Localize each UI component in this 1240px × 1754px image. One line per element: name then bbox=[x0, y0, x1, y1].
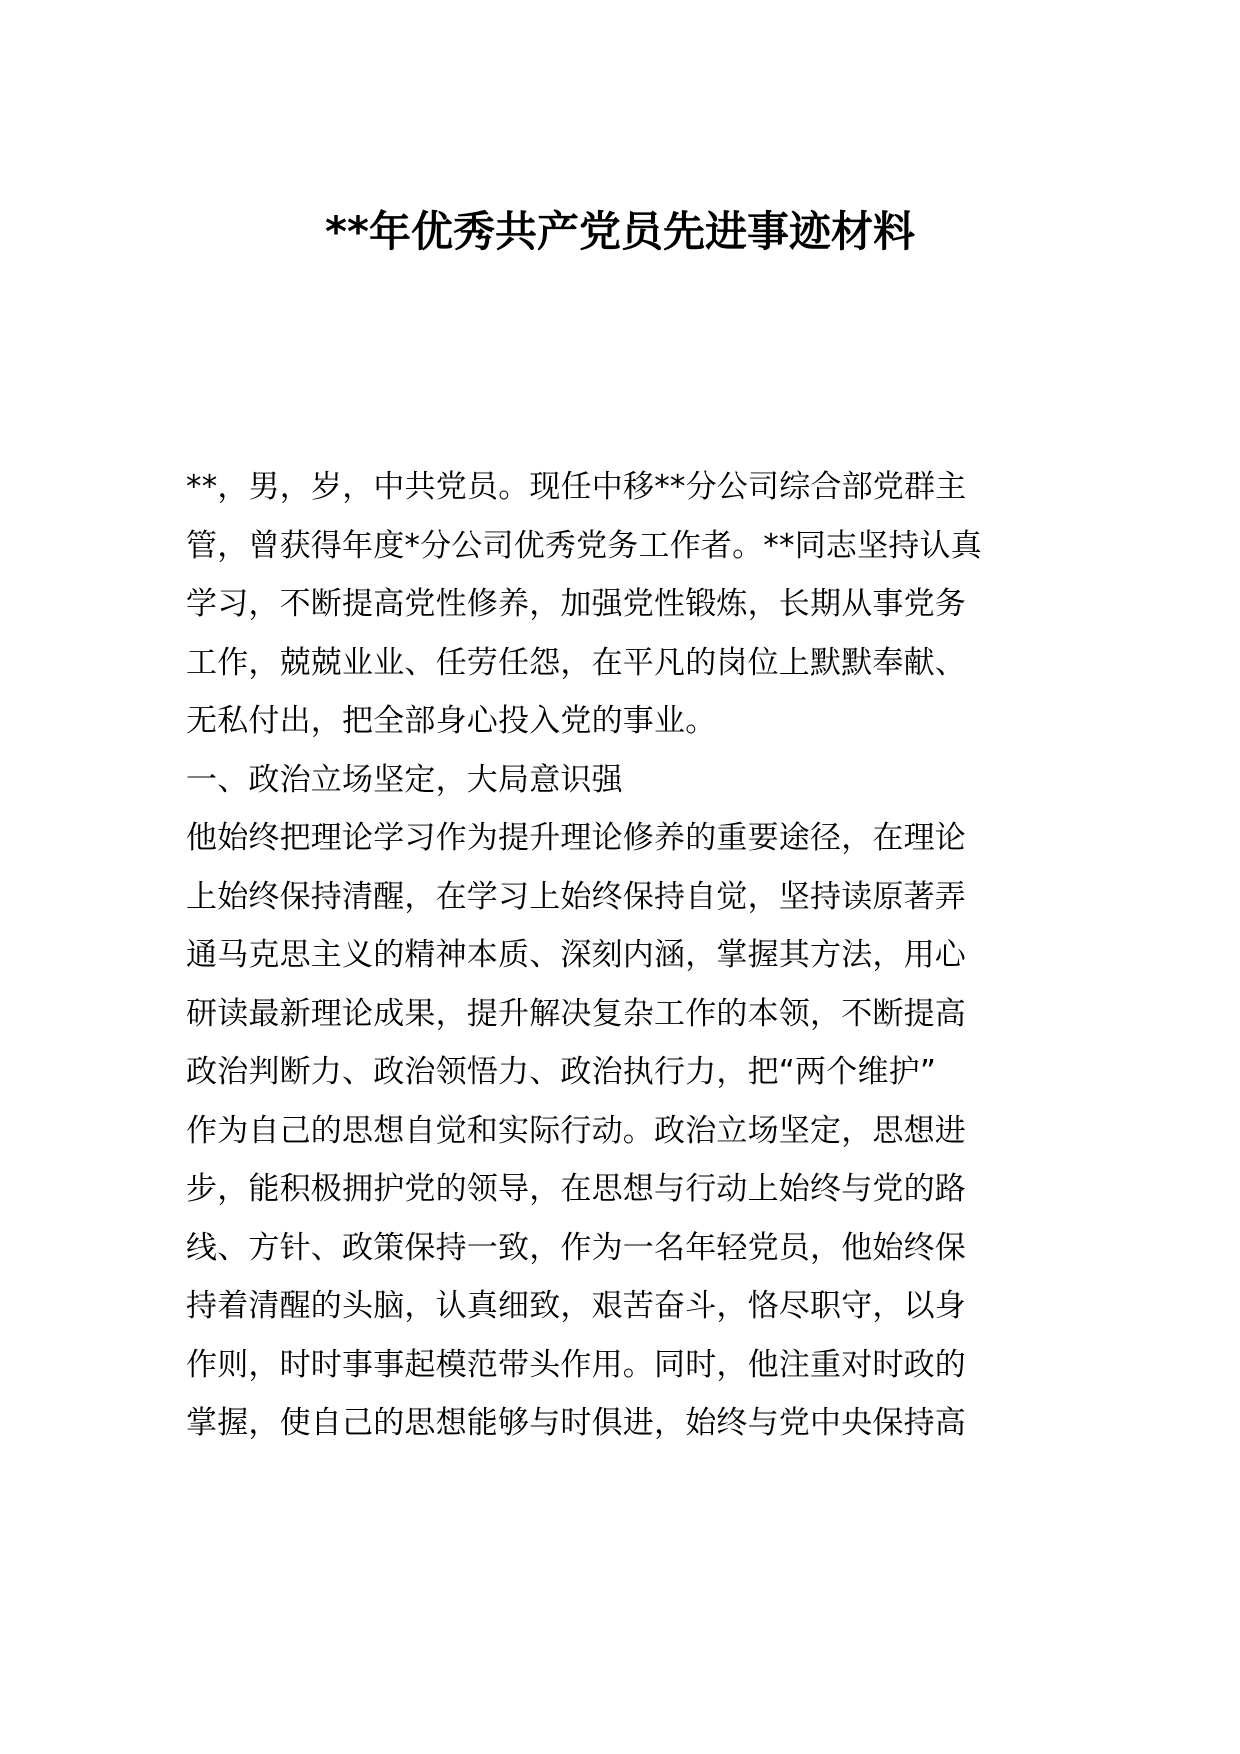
section-body-line: 作为自己的思想自觉和实际行动。政治立场坚定，思想进 bbox=[186, 1112, 966, 1149]
section-body-line: 步，能积极拥护党的领导，在思想与行动上始终与党的路 bbox=[186, 1171, 966, 1207]
section-body-line: 他始终把理论学习作为提升理论修养的重要途径，在理论 bbox=[186, 820, 966, 856]
section-body-line: 上始终保持清醒，在学习上始终保持自觉，坚持读原著弄 bbox=[186, 878, 966, 915]
section-body-line: 线、方针、政策保持一致，作为一名年轻党员，他始终保 bbox=[186, 1229, 966, 1266]
section-body-line: 作则，时时事事起模范带头作用。同时，他注重对时政的 bbox=[186, 1346, 966, 1383]
intro-line: 工作，兢兢业业、任劳任怨，在平凡的岗位上默默奉献、 bbox=[186, 644, 966, 681]
intro-line: 学习，不断提高党性修养，加强党性锻炼，长期从事党务 bbox=[186, 586, 966, 622]
intro-line: 管，曾获得年度*分公司优秀党务工作者。**同志坚持认真 bbox=[186, 527, 982, 564]
section-body-line: 通马克思主义的精神本质、深刻内涵，掌握其方法，用心 bbox=[186, 937, 966, 973]
document-title: **年优秀共产党员先进事迹材料 bbox=[325, 207, 915, 256]
section-body-line: 掌握，使自己的思想能够与时俱进，始终与党中央保持高 bbox=[186, 1405, 966, 1441]
intro-line: 无私付出，把全部身心投入党的事业。 bbox=[186, 703, 717, 739]
section-heading: 一、政治立场坚定，大局意识强 bbox=[186, 761, 623, 798]
section-body-line: 政治判断力、政治领悟力、政治执行力，把“两个维护” bbox=[186, 1054, 937, 1090]
document-body bbox=[186, 458, 1056, 1453]
intro-line: **，男，岁，中共党员。现任中移**分公司综合部党群主 bbox=[186, 469, 967, 505]
section-body-line: 持着清醒的头脑，认真细致，艰苦奋斗，恪尽职守，以身 bbox=[186, 1288, 966, 1324]
section-body-line: 研读最新理论成果，提升解决复杂工作的本领，不断提高 bbox=[186, 995, 966, 1032]
